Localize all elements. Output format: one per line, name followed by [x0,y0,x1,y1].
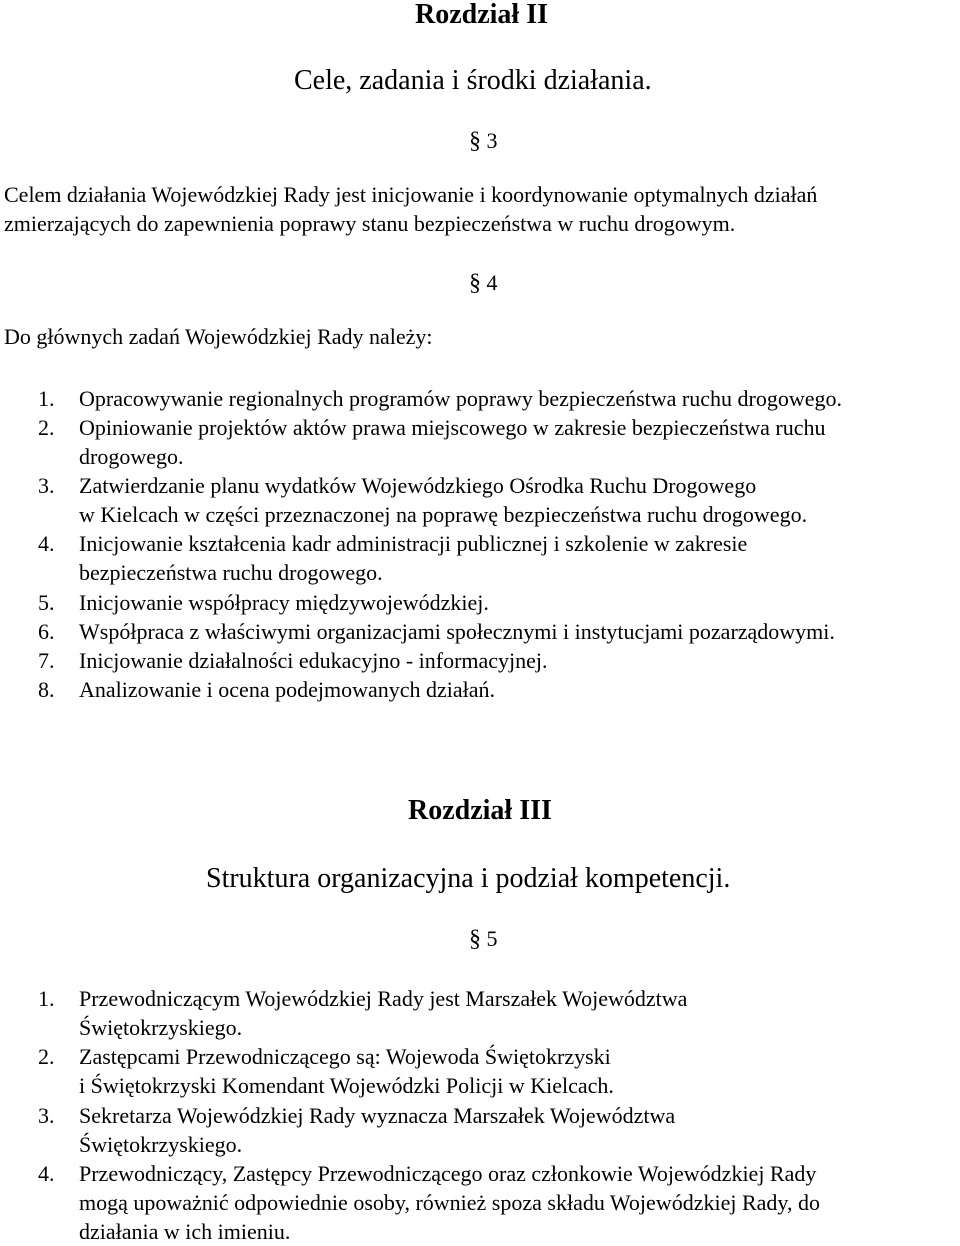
list-item-line: Świętokrzyskiego. [79,1132,243,1157]
list-item-line: Świętokrzyskiego. [79,1015,243,1040]
section-sign: § [469,926,481,952]
list-item-text [79,984,687,1042]
list-item-text [79,646,548,675]
list-item-text [79,529,747,587]
list-item-number: 8. [38,677,55,702]
list-item-line: Zastępcami Przewodniczącego są: Wojewoda Świętokrzyski [79,1044,611,1069]
chapter-2-title: Cele, zadania i środki działania. [294,65,652,96]
list-item-line: Współpraca z właściwymi organizacjami społecznymi i instytucjami pozarządowymi. [79,619,835,644]
section-sign: § [469,128,481,154]
section-number: 3 [486,128,498,153]
list-item-number: 7. [38,648,55,673]
list-item-text [79,1101,675,1159]
list-item-number: 3. [38,1103,55,1128]
chapter-2-heading: Rozdział II [415,0,548,30]
list-item-line: Opiniowanie projektów aktów prawa miejscowego w zakresie bezpieczeństwa ruchu [79,415,826,440]
list-item-number: 5. [38,590,55,615]
list-item-text [79,617,835,646]
list-item-number: 2. [38,1044,55,1069]
list-item-text [79,1042,614,1100]
section-5-heading [469,926,498,952]
list-item-text [79,1159,820,1246]
list-item [38,1159,958,1244]
list-item-line: drogowego. [79,444,184,469]
list-item-number: 4. [38,531,55,556]
list-item-text [79,413,826,471]
chapter-3-heading: Rozdział III [408,795,552,826]
list-item-number: 3. [38,473,55,498]
tasks-intro: Do głównych zadań Wojewódzkiej Rady należy: [4,324,433,349]
list-item-line: w Kielcach w części przeznaczonej na poprawę bezpieczeństwa ruchu drogowego. [79,502,808,527]
list-item [38,984,958,1042]
list-item-line: Opracowywanie regionalnych programów poprawy bezpieczeństwa ruchu drogowego. [79,386,842,411]
list-item [38,413,958,471]
list-item-number: 1. [38,386,55,411]
list-item-line: działania w ich imieniu. [79,1219,291,1244]
section-3-heading [469,128,498,154]
list-item-line: Inicjowanie współpracy międzywojewódzkiej. [79,590,489,615]
list-item-line: Sekretarza Wojewódzkiej Rady wyznacza Marszałek Województwa [79,1103,676,1128]
section-sign: § [469,270,481,296]
list-item-text [79,675,495,704]
section-number: 5 [486,926,498,951]
list-item-line: Przewodniczący, Zastępcy Przewodniczącego oraz członkowie Wojewódzkiej Rady [79,1161,817,1186]
list-item-text [79,384,842,413]
list-item-line: Inicjowanie działalności edukacyjno - informacyjnej. [79,648,548,673]
list-item-number: 6. [38,619,55,644]
goal-paragraph-line-2: zmierzających do zapewnienia poprawy stanu bezpieczeństwa w ruchu drogowym. [4,211,736,236]
list-item-line: i Świętokrzyski Komendant Wojewódzki Policji w Kielcach. [79,1073,614,1098]
list-item-number: 1. [38,986,55,1011]
list-item-number: 2. [38,415,55,440]
list-item-line: Analizowanie i ocena podejmowanych działań. [79,677,496,702]
section-4-heading [469,270,498,296]
section-number: 4 [486,270,498,295]
list-item-line: Przewodniczącym Wojewódzkiej Rady jest Marszałek Województwa [79,986,688,1011]
list-item-line: mogą upoważnić odpowiednie osoby, również spoza składu Wojewódzkiej Rady, do [79,1190,820,1215]
list-item-text [79,471,807,529]
list-item [38,1042,958,1100]
goal-paragraph-line-1: Celem działania Wojewódzkiej Rady jest inicjowanie i koordynowanie optymalnych działań [4,182,818,207]
list-item-line: Inicjowanie kształcenia kadr administracji publicznej i szkolenie w zakresie [79,531,748,556]
list-item-number: 4. [38,1161,55,1186]
list-item [38,1101,958,1159]
list-item [38,529,958,587]
list-item-line: Zatwierdzanie planu wydatków Wojewódzkiego Ośrodka Ruchu Drogowego [79,473,757,498]
list-item-text [79,588,489,617]
list-item-line: bezpieczeństwa ruchu drogowego. [79,560,383,585]
chapter-3-title: Struktura organizacyjna i podział kompetencji. [206,863,731,894]
list-item [38,471,958,529]
